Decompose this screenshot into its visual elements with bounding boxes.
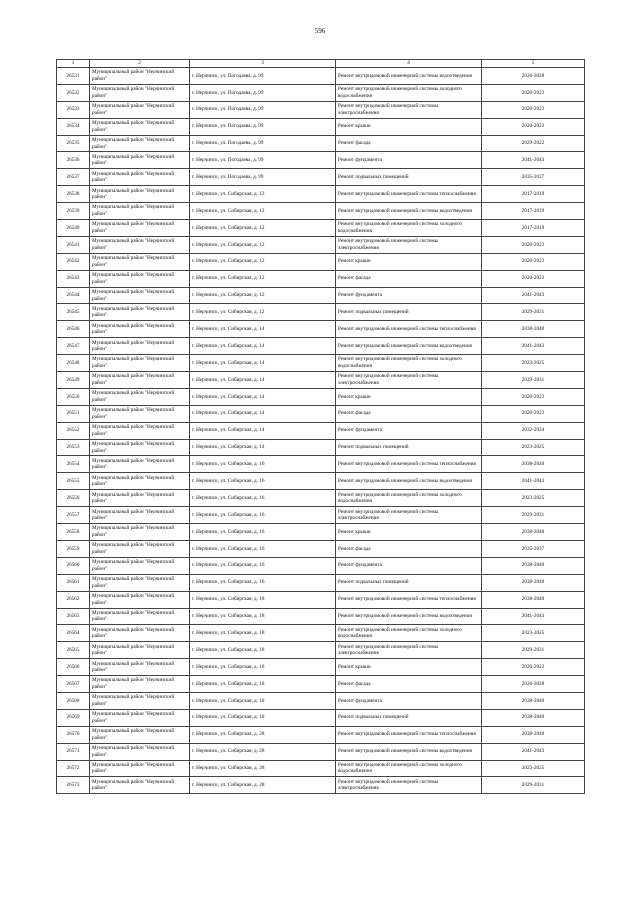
table-row xyxy=(57,422,585,439)
table-row xyxy=(57,220,585,237)
address-cell: г. Нерчинск, ул. Сибирская, д. 12 xyxy=(190,220,336,237)
address-cell: г. Нерчинск, ул. Сибирская, д. 28 xyxy=(190,760,336,777)
table-row xyxy=(57,490,585,507)
years-cell: 2020-2022 xyxy=(482,388,585,405)
column-header-5: 5 xyxy=(482,60,585,68)
work-type-cell: Ремонт фасада xyxy=(336,405,482,422)
address-cell: г. Нерчинск, ул. Сибирская, д. 18 xyxy=(190,591,336,608)
address-cell: г. Нерчинск, ул. Сибирская, д. 16 xyxy=(190,473,336,490)
years-cell: 2023-2025 xyxy=(482,439,585,456)
row-number: 26552 xyxy=(57,422,90,439)
address-cell: г. Нерчинск, ул. Погодаева, д. 99 xyxy=(190,152,336,169)
work-type-cell: Ремонт внутридомовой инженерной системы теплоснабжения xyxy=(336,591,482,608)
years-cell: 2020-2022 xyxy=(482,253,585,270)
table-row xyxy=(57,760,585,777)
address-cell: г. Нерчинск, ул. Сибирская, д. 14 xyxy=(190,355,336,372)
work-type-cell: Ремонт внутридомовой инженерной системы электроснабжения xyxy=(336,507,482,524)
work-type-cell: Ремонт внутридомовой инженерной системы водоотведения xyxy=(336,473,482,490)
row-number: 26566 xyxy=(57,659,90,676)
row-number: 26555 xyxy=(57,473,90,490)
work-type-cell: Ремонт внутридомовой инженерной системы теплоснабжения xyxy=(336,186,482,203)
address-cell: г. Нерчинск, ул. Сибирская, д. 14 xyxy=(190,405,336,422)
table-row xyxy=(57,659,585,676)
years-cell: 2032-2034 xyxy=(482,422,585,439)
table-row xyxy=(57,372,585,389)
page-number: 596 xyxy=(314,27,326,35)
years-cell: 2035-2037 xyxy=(482,540,585,557)
row-number: 26532 xyxy=(57,84,90,101)
table-row xyxy=(57,777,585,794)
years-cell: 2017-2019 xyxy=(482,220,585,237)
work-type-cell: Ремонт крыши xyxy=(336,388,482,405)
municipality-cell: Муниципальный район "Нерчинский район" xyxy=(90,220,190,237)
years-cell: 2020-2022 xyxy=(482,270,585,287)
municipality-cell: Муниципальный район "Нерчинский район" xyxy=(90,118,190,135)
table-row xyxy=(57,388,585,405)
table-row xyxy=(57,186,585,203)
table-row xyxy=(57,135,585,152)
row-number: 26551 xyxy=(57,405,90,422)
table-row xyxy=(57,507,585,524)
row-number: 26556 xyxy=(57,490,90,507)
municipality-cell: Муниципальный район "Нерчинский район" xyxy=(90,608,190,625)
municipality-cell: Муниципальный район "Нерчинский район" xyxy=(90,591,190,608)
work-type-cell: Ремонт внутридомовой инженерной системы водоотведения xyxy=(336,68,482,85)
years-cell: 2029-2031 xyxy=(482,372,585,389)
table-row xyxy=(57,169,585,186)
row-number: 26562 xyxy=(57,591,90,608)
work-type-cell: Ремонт внутридомовой инженерной системы электроснабжения xyxy=(336,642,482,659)
table-row xyxy=(57,321,585,338)
municipality-cell: Муниципальный район "Нерчинский район" xyxy=(90,236,190,253)
row-number: 26561 xyxy=(57,574,90,591)
years-cell: 2035-2037 xyxy=(482,169,585,186)
work-type-cell: Ремонт подвальных помещений xyxy=(336,169,482,186)
municipality-cell: Муниципальный район "Нерчинский район" xyxy=(90,270,190,287)
address-cell: г. Нерчинск, ул. Сибирская, д. 18 xyxy=(190,676,336,693)
municipality-cell: Муниципальный район "Нерчинский район" xyxy=(90,338,190,355)
municipality-cell: Муниципальный район "Нерчинский район" xyxy=(90,287,190,304)
municipality-cell: Муниципальный район "Нерчинский район" xyxy=(90,659,190,676)
municipality-cell: Муниципальный район "Нерчинский район" xyxy=(90,84,190,101)
address-cell: г. Нерчинск, ул. Сибирская, д. 16 xyxy=(190,507,336,524)
years-cell: 2020-2022 xyxy=(482,118,585,135)
row-number: 26557 xyxy=(57,507,90,524)
years-cell: 2038-2040 xyxy=(482,692,585,709)
row-number: 26572 xyxy=(57,760,90,777)
address-cell: г. Нерчинск, ул. Сибирская, д. 14 xyxy=(190,372,336,389)
municipality-cell: Муниципальный район "Нерчинский район" xyxy=(90,473,190,490)
row-number: 26549 xyxy=(57,372,90,389)
table-header xyxy=(57,60,585,68)
municipality-cell: Муниципальный район "Нерчинский район" xyxy=(90,642,190,659)
address-cell: г. Нерчинск, ул. Сибирская, д. 16 xyxy=(190,574,336,591)
municipality-cell: Муниципальный район "Нерчинский район" xyxy=(90,490,190,507)
work-type-cell: Ремонт внутридомовой инженерной системы холодного водоснабжения xyxy=(336,760,482,777)
table-row xyxy=(57,203,585,220)
address-cell: г. Нерчинск, ул. Погодаева, д. 99 xyxy=(190,84,336,101)
work-type-cell: Ремонт фундамента xyxy=(336,692,482,709)
table-row xyxy=(57,84,585,101)
years-cell: 2038-2040 xyxy=(482,709,585,726)
municipality-cell: Муниципальный район "Нерчинский район" xyxy=(90,135,190,152)
row-number: 26539 xyxy=(57,203,90,220)
address-cell: г. Нерчинск, ул. Сибирская, д. 14 xyxy=(190,321,336,338)
work-type-cell: Ремонт внутридомовой инженерной системы водоотведения xyxy=(336,338,482,355)
address-cell: г. Нерчинск, ул. Сибирская, д. 14 xyxy=(190,338,336,355)
work-type-cell: Ремонт внутридомовой инженерной системы электроснабжения xyxy=(336,777,482,794)
municipality-cell: Муниципальный район "Нерчинский район" xyxy=(90,524,190,541)
row-number: 26543 xyxy=(57,270,90,287)
address-cell: г. Нерчинск, ул. Сибирская, д. 14 xyxy=(190,439,336,456)
municipality-cell: Муниципальный район "Нерчинский район" xyxy=(90,760,190,777)
municipality-cell: Муниципальный район "Нерчинский район" xyxy=(90,726,190,743)
table-row xyxy=(57,118,585,135)
row-number: 26565 xyxy=(57,642,90,659)
years-cell: 2026-2028 xyxy=(482,676,585,693)
work-type-cell: Ремонт внутридомовой инженерной системы холодного водоснабжения xyxy=(336,490,482,507)
row-number: 26531 xyxy=(57,68,90,85)
row-number: 26560 xyxy=(57,557,90,574)
table-row xyxy=(57,692,585,709)
registry-table xyxy=(56,59,585,794)
row-number: 26568 xyxy=(57,692,90,709)
years-cell: 2020-2022 xyxy=(482,236,585,253)
years-cell: 2017-2019 xyxy=(482,203,585,220)
address-cell: г. Нерчинск, ул. Сибирская, д. 14 xyxy=(190,388,336,405)
table-row xyxy=(57,101,585,118)
work-type-cell: Ремонт внутридомовой инженерной системы холодного водоснабжения xyxy=(336,84,482,101)
row-number: 26537 xyxy=(57,169,90,186)
work-type-cell: Ремонт крыши xyxy=(336,118,482,135)
address-cell: г. Нерчинск, ул. Сибирская, д. 16 xyxy=(190,524,336,541)
years-cell: 2023-2025 xyxy=(482,760,585,777)
municipality-cell: Муниципальный район "Нерчинский район" xyxy=(90,574,190,591)
table-row xyxy=(57,591,585,608)
row-number: 26533 xyxy=(57,101,90,118)
years-cell: 2023-2025 xyxy=(482,490,585,507)
row-number: 26536 xyxy=(57,152,90,169)
column-header-2: 2 xyxy=(90,60,190,68)
work-type-cell: Ремонт фундамента xyxy=(336,422,482,439)
municipality-cell: Муниципальный район "Нерчинский район" xyxy=(90,692,190,709)
table-row xyxy=(57,574,585,591)
years-cell: 2020-2022 xyxy=(482,101,585,118)
address-cell: г. Нерчинск, ул. Сибирская, д. 28 xyxy=(190,743,336,760)
row-number: 26544 xyxy=(57,287,90,304)
years-cell: 2041-2043 xyxy=(482,152,585,169)
address-cell: г. Нерчинск, ул. Сибирская, д. 16 xyxy=(190,540,336,557)
work-type-cell: Ремонт внутридомовой инженерной системы электроснабжения xyxy=(336,236,482,253)
table-row xyxy=(57,439,585,456)
row-number: 26558 xyxy=(57,524,90,541)
table-row xyxy=(57,236,585,253)
years-cell: 2038-2040 xyxy=(482,726,585,743)
table-row xyxy=(57,524,585,541)
work-type-cell: Ремонт внутридомовой инженерной системы теплоснабжения xyxy=(336,321,482,338)
address-cell: г. Нерчинск, ул. Погодаева, д. 99 xyxy=(190,68,336,85)
municipality-cell: Муниципальный район "Нерчинский район" xyxy=(90,304,190,321)
years-cell: 2017-2019 xyxy=(482,186,585,203)
table-row xyxy=(57,253,585,270)
years-cell: 2041-2043 xyxy=(482,338,585,355)
address-cell: г. Нерчинск, ул. Сибирская, д. 16 xyxy=(190,557,336,574)
row-number: 26569 xyxy=(57,709,90,726)
years-cell: 2029-2031 xyxy=(482,507,585,524)
municipality-cell: Муниципальный район "Нерчинский район" xyxy=(90,625,190,642)
column-header-4: 4 xyxy=(336,60,482,68)
row-number: 26567 xyxy=(57,676,90,693)
row-number: 26538 xyxy=(57,186,90,203)
work-type-cell: Ремонт фасада xyxy=(336,676,482,693)
municipality-cell: Муниципальный район "Нерчинский район" xyxy=(90,439,190,456)
municipality-cell: Муниципальный район "Нерчинский район" xyxy=(90,372,190,389)
column-header-1: 1 xyxy=(57,60,90,68)
table-row xyxy=(57,608,585,625)
years-cell: 2029-2031 xyxy=(482,304,585,321)
work-type-cell: Ремонт внутридомовой инженерной системы холодного водоснабжения xyxy=(336,625,482,642)
work-type-cell: Ремонт подвальных помещений xyxy=(336,304,482,321)
table-row xyxy=(57,270,585,287)
table-row xyxy=(57,642,585,659)
row-number: 26559 xyxy=(57,540,90,557)
work-type-cell: Ремонт фасада xyxy=(336,540,482,557)
address-cell: г. Нерчинск, ул. Сибирская, д. 18 xyxy=(190,625,336,642)
municipality-cell: Муниципальный район "Нерчинский район" xyxy=(90,507,190,524)
table-row xyxy=(57,304,585,321)
table-row xyxy=(57,473,585,490)
work-type-cell: Ремонт внутридомовой инженерной системы электроснабжения xyxy=(336,101,482,118)
address-cell: г. Нерчинск, ул. Сибирская, д. 18 xyxy=(190,642,336,659)
address-cell: г. Нерчинск, ул. Сибирская, д. 12 xyxy=(190,186,336,203)
municipality-cell: Муниципальный район "Нерчинский район" xyxy=(90,422,190,439)
table-row xyxy=(57,676,585,693)
address-cell: г. Нерчинск, ул. Сибирская, д. 28 xyxy=(190,777,336,794)
address-cell: г. Нерчинск, ул. Сибирская, д. 16 xyxy=(190,456,336,473)
row-number: 26534 xyxy=(57,118,90,135)
work-type-cell: Ремонт подвальных помещений xyxy=(336,574,482,591)
work-type-cell: Ремонт крыши xyxy=(336,253,482,270)
years-cell: 2038-2040 xyxy=(482,524,585,541)
work-type-cell: Ремонт внутридомовой инженерной системы холодного водоснабжения xyxy=(336,220,482,237)
municipality-cell: Муниципальный район "Нерчинский район" xyxy=(90,186,190,203)
years-cell: 2038-2040 xyxy=(482,321,585,338)
work-type-cell: Ремонт фасада xyxy=(336,270,482,287)
address-cell: г. Нерчинск, ул. Погодаева, д. 99 xyxy=(190,101,336,118)
table-row xyxy=(57,709,585,726)
row-number: 26553 xyxy=(57,439,90,456)
work-type-cell: Ремонт подвальных помещений xyxy=(336,439,482,456)
years-cell: 2023-2025 xyxy=(482,355,585,372)
work-type-cell: Ремонт внутридомовой инженерной системы теплоснабжения xyxy=(336,456,482,473)
address-cell: г. Нерчинск, ул. Сибирская, д. 12 xyxy=(190,236,336,253)
address-cell: г. Нерчинск, ул. Погодаева, д. 99 xyxy=(190,169,336,186)
work-type-cell: Ремонт крыши xyxy=(336,524,482,541)
row-number: 26554 xyxy=(57,456,90,473)
work-type-cell: Ремонт внутридомовой инженерной системы водоотведения xyxy=(336,743,482,760)
table-row xyxy=(57,726,585,743)
municipality-cell: Муниципальный район "Нерчинский район" xyxy=(90,169,190,186)
municipality-cell: Муниципальный район "Нерчинский район" xyxy=(90,540,190,557)
table-body xyxy=(57,68,585,794)
row-number: 26570 xyxy=(57,726,90,743)
years-cell: 2020-2022 xyxy=(482,84,585,101)
municipality-cell: Муниципальный район "Нерчинский район" xyxy=(90,68,190,85)
work-type-cell: Ремонт внутридомовой инженерной системы холодного водоснабжения xyxy=(336,355,482,372)
years-cell: 2041-2043 xyxy=(482,608,585,625)
work-type-cell: Ремонт фундамента xyxy=(336,287,482,304)
municipality-cell: Муниципальный район "Нерчинский район" xyxy=(90,743,190,760)
years-cell: 2023-2025 xyxy=(482,625,585,642)
years-cell: 2041-2043 xyxy=(482,287,585,304)
row-number: 26546 xyxy=(57,321,90,338)
work-type-cell: Ремонт внутридомовой инженерной системы электроснабжения xyxy=(336,372,482,389)
address-cell: г. Нерчинск, ул. Сибирская, д. 12 xyxy=(190,203,336,220)
years-cell: 2020-2022 xyxy=(482,405,585,422)
years-cell: 2020-2022 xyxy=(482,659,585,676)
row-number: 26571 xyxy=(57,743,90,760)
municipality-cell: Муниципальный район "Нерчинский район" xyxy=(90,405,190,422)
address-cell: г. Нерчинск, ул. Погодаева, д. 99 xyxy=(190,118,336,135)
address-cell: г. Нерчинск, ул. Сибирская, д. 16 xyxy=(190,490,336,507)
municipality-cell: Муниципальный район "Нерчинский район" xyxy=(90,777,190,794)
table-row xyxy=(57,338,585,355)
years-cell: 2038-2040 xyxy=(482,456,585,473)
table-row xyxy=(57,405,585,422)
work-type-cell: Ремонт внутридомовой инженерной системы водоотведения xyxy=(336,203,482,220)
municipality-cell: Муниципальный район "Нерчинский район" xyxy=(90,557,190,574)
municipality-cell: Муниципальный район "Нерчинский район" xyxy=(90,321,190,338)
years-cell: 2029-2031 xyxy=(482,777,585,794)
work-type-cell: Ремонт фундамента xyxy=(336,152,482,169)
work-type-cell: Ремонт фасада xyxy=(336,135,482,152)
work-type-cell: Ремонт подвальных помещений xyxy=(336,709,482,726)
table-row xyxy=(57,540,585,557)
row-number: 26542 xyxy=(57,253,90,270)
municipality-cell: Муниципальный район "Нерчинский район" xyxy=(90,152,190,169)
years-cell: 2038-2040 xyxy=(482,574,585,591)
years-cell: 2026-2028 xyxy=(482,68,585,85)
column-header-3: 3 xyxy=(190,60,336,68)
table-row xyxy=(57,743,585,760)
address-cell: г. Нерчинск, ул. Сибирская, д. 12 xyxy=(190,253,336,270)
municipality-cell: Муниципальный район "Нерчинский район" xyxy=(90,101,190,118)
address-cell: г. Нерчинск, ул. Сибирская, д. 12 xyxy=(190,304,336,321)
municipality-cell: Муниципальный район "Нерчинский район" xyxy=(90,456,190,473)
row-number: 26548 xyxy=(57,355,90,372)
table-row xyxy=(57,287,585,304)
municipality-cell: Муниципальный район "Нерчинский район" xyxy=(90,388,190,405)
municipality-cell: Муниципальный район "Нерчинский район" xyxy=(90,355,190,372)
table-row xyxy=(57,557,585,574)
address-cell: г. Нерчинск, ул. Погодаева, д. 99 xyxy=(190,135,336,152)
work-type-cell: Ремонт крыши xyxy=(336,659,482,676)
row-number: 26540 xyxy=(57,220,90,237)
work-type-cell: Ремонт внутридомовой инженерной системы водоотведения xyxy=(336,608,482,625)
municipality-cell: Муниципальный район "Нерчинский район" xyxy=(90,203,190,220)
years-cell: 2041-2043 xyxy=(482,743,585,760)
row-number: 26564 xyxy=(57,625,90,642)
municipality-cell: Муниципальный район "Нерчинский район" xyxy=(90,253,190,270)
row-number: 26535 xyxy=(57,135,90,152)
address-cell: г. Нерчинск, ул. Сибирская, д. 14 xyxy=(190,422,336,439)
address-cell: г. Нерчинск, ул. Сибирская, д. 18 xyxy=(190,692,336,709)
address-cell: г. Нерчинск, ул. Сибирская, д. 18 xyxy=(190,709,336,726)
address-cell: г. Нерчинск, ул. Сибирская, д. 12 xyxy=(190,287,336,304)
row-number: 26547 xyxy=(57,338,90,355)
table-row xyxy=(57,625,585,642)
years-cell: 2038-2040 xyxy=(482,591,585,608)
table-row xyxy=(57,456,585,473)
table-row xyxy=(57,68,585,85)
municipality-cell: Муниципальный район "Нерчинский район" xyxy=(90,676,190,693)
work-type-cell: Ремонт внутридомовой инженерной системы теплоснабжения xyxy=(336,726,482,743)
row-number: 26563 xyxy=(57,608,90,625)
address-cell: г. Нерчинск, ул. Сибирская, д. 18 xyxy=(190,659,336,676)
address-cell: г. Нерчинск, ул. Сибирская, д. 28 xyxy=(190,726,336,743)
row-number: 26541 xyxy=(57,236,90,253)
municipality-cell: Муниципальный район "Нерчинский район" xyxy=(90,709,190,726)
years-cell: 2029-2031 xyxy=(482,642,585,659)
address-cell: г. Нерчинск, ул. Сибирская, д. 12 xyxy=(190,270,336,287)
address-cell: г. Нерчинск, ул. Сибирская, д. 18 xyxy=(190,608,336,625)
header-row xyxy=(57,60,585,68)
years-cell: 2029-2022 xyxy=(482,135,585,152)
years-cell: 2041-2043 xyxy=(482,473,585,490)
work-type-cell: Ремонт фундамента xyxy=(336,557,482,574)
table-row xyxy=(57,355,585,372)
years-cell: 2038-2040 xyxy=(482,557,585,574)
row-number: 26550 xyxy=(57,388,90,405)
table-row xyxy=(57,152,585,169)
row-number: 26545 xyxy=(57,304,90,321)
row-number: 26573 xyxy=(57,777,90,794)
